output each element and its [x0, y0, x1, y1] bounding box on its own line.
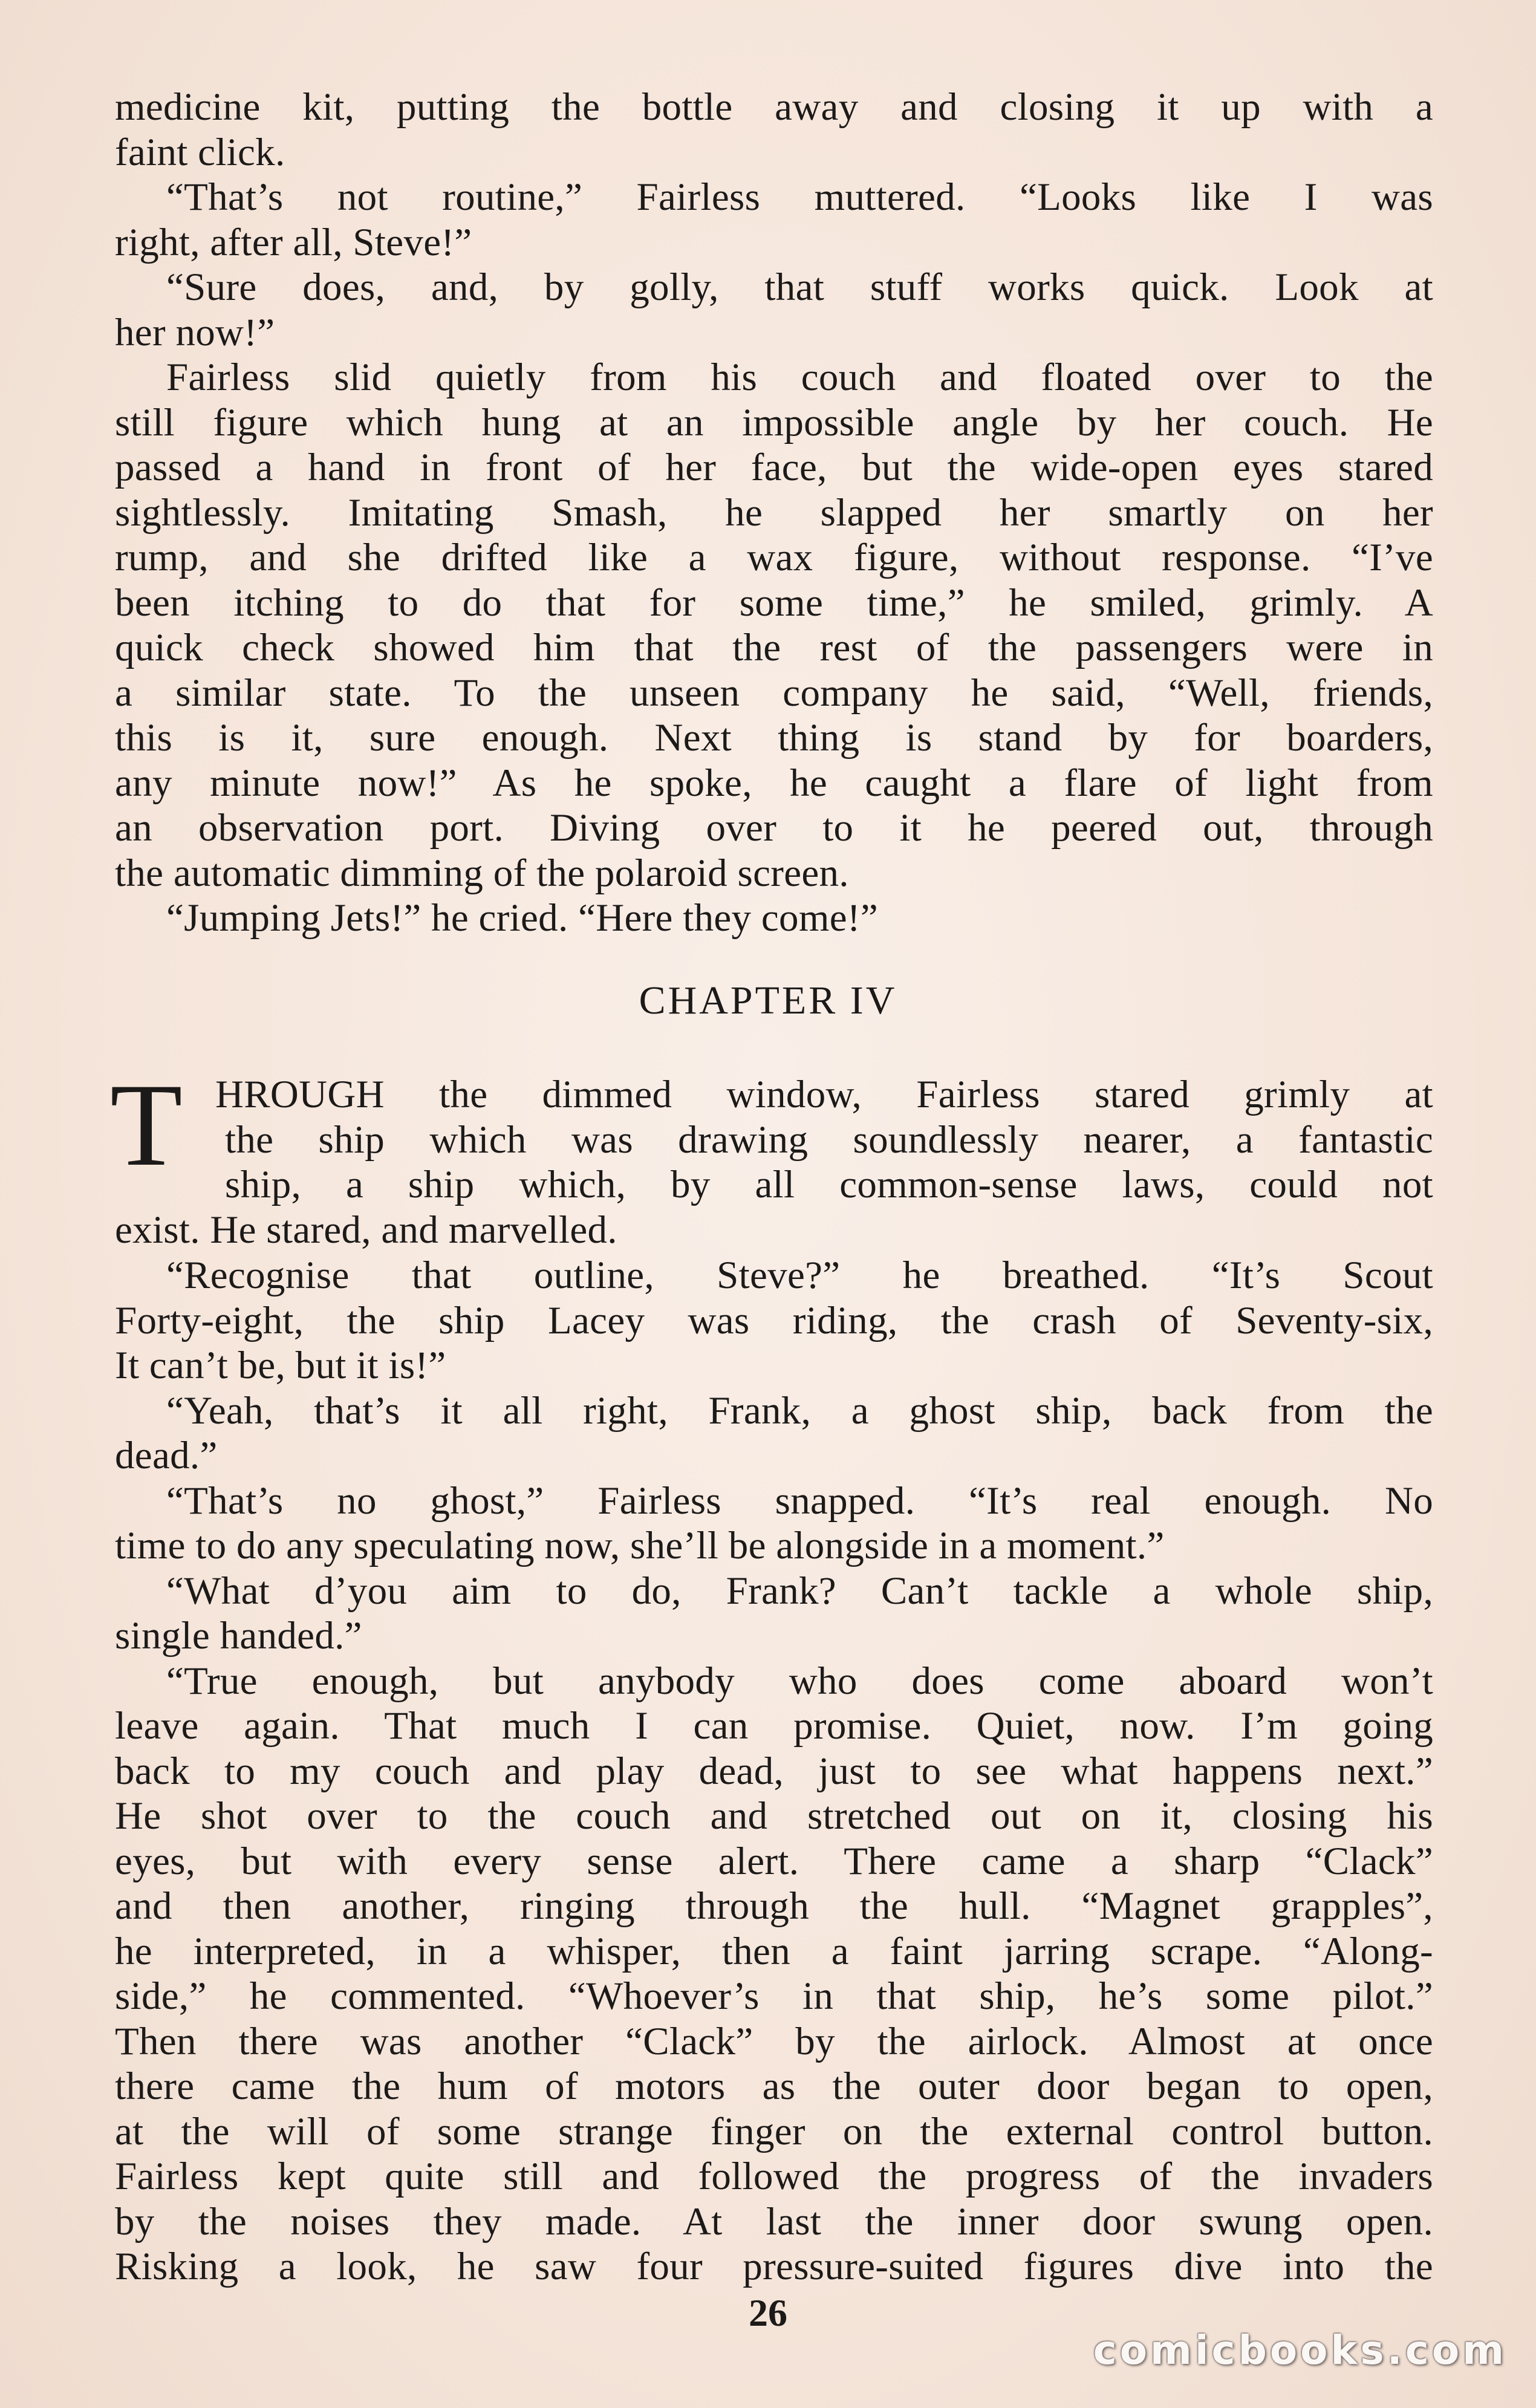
text-line: the automatic dimming of the polaroid screen. — [115, 851, 849, 895]
chapter-heading: CHAPTER IV — [639, 978, 897, 1023]
text-line: at the will of some strange finger on the external control button. — [115, 2109, 1433, 2153]
text-line: Then there was another “Clack” by the airlock. Almost at once — [115, 2019, 1433, 2063]
text-line: sightlessly. Imitating Smash, he slapped her smartly on her — [115, 490, 1433, 535]
text-line: her now!” — [115, 310, 275, 354]
text-line: He shot over to the couch and stretched out on it, closing his — [115, 1794, 1433, 1838]
text-line: “True enough, but anybody who does come aboard won’t — [166, 1659, 1433, 1703]
text-line: It can’t be, but it is!” — [115, 1344, 446, 1387]
text-line: right, after all, Steve!” — [115, 220, 472, 264]
text-line: by the noises they made. At last the inner door swung open. — [115, 2199, 1433, 2244]
text-block-top — [115, 85, 1433, 941]
text-line: “Sure does, and, by golly, that stuff works quick. Look at — [166, 265, 1433, 309]
text-line: “Jumping Jets!” he cried. “Here they come!” — [166, 896, 878, 940]
text-line: HROUGH the dimmed window, Fairless stared grimly at — [215, 1073, 1433, 1116]
text-line: Fairless slid quietly from his couch and floated over to the — [166, 356, 1433, 399]
text-line: the ship which was drawing soundlessly nearer, a fantastic — [225, 1118, 1433, 1162]
text-line: been itching to do that for some time,” he smiled, grimly. A — [115, 581, 1433, 625]
text-line: rump, and she drifted like a wax figure, without response. “I’ve — [115, 536, 1433, 579]
text-line: dead.” — [115, 1434, 218, 1477]
text-line: “Recognise that outline, Steve?” he breathed. “It’s Scout — [166, 1254, 1433, 1297]
text-line: Forty-eight, the ship Lacey was riding, the crash of Seventy-six, — [115, 1298, 1433, 1342]
text-line: a similar state. To the unseen company he said, “Well, friends, — [115, 671, 1433, 715]
text-line: and then another, ringing through the hull. “Magnet grapples”, — [115, 1884, 1433, 1928]
text-line: side,” he commented. “Whoever’s in that ship, he’s some pilot.” — [115, 1974, 1433, 2018]
text-line: “That’s no ghost,” Fairless snapped. “It’s real enough. No — [166, 1479, 1433, 1523]
text-block-bottom — [115, 1253, 1433, 2289]
text-line: any minute now!” As he spoke, he caught a flare of light from — [115, 761, 1433, 805]
text-line: eyes, but with every sense alert. There came a sharp “Clack” — [115, 1839, 1433, 1883]
drop-cap: T — [110, 1059, 183, 1191]
text-line: quick check showed him that the rest of the passengers were in — [115, 626, 1433, 669]
text-line: this is it, sure enough. Next thing is stand by for boarders, — [115, 716, 1433, 760]
text-line: there came the hum of motors as the outer door began to open, — [115, 2065, 1433, 2108]
text-line: faint click. — [115, 130, 285, 174]
text-line: ship, a ship which, by all common-sense laws, could not — [225, 1163, 1433, 1206]
page-number: 26 — [749, 2291, 787, 2334]
text-line: “What d’you aim to do, Frank? Can’t tackle a whole ship, — [166, 1569, 1433, 1613]
text-line: exist. He stared, and marvelled. — [115, 1208, 617, 1252]
text-line: “That’s not routine,” Fairless muttered. “Looks like I was — [166, 175, 1433, 219]
text-line: still figure which hung at an impossible angle by her couch. He — [115, 400, 1433, 444]
text-line: Risking a look, he saw four pressure-suited figures dive into the — [115, 2245, 1433, 2288]
text-line: leave again. That much I can promise. Quiet, now. I’m going — [115, 1704, 1433, 1748]
text-line: back to my couch and play dead, just to see what happens next.” — [115, 1749, 1433, 1793]
text-line: time to do any speculating now, she’ll be alongside in a moment.” — [115, 1524, 1165, 1567]
text-line: medicine kit, putting the bottle away and closing it up with a — [115, 85, 1433, 129]
text-line: “Yeah, that’s it all right, Frank, a ghost ship, back from the — [166, 1388, 1433, 1433]
text-line: Fairless kept quite still and followed the progress of the invaders — [115, 2155, 1433, 2198]
watermark: comicbooks.com — [1093, 2327, 1507, 2374]
text-line: an observation port. Diving over to it he peered out, through — [115, 806, 1433, 850]
text-line: single handed.” — [115, 1614, 362, 1658]
text-block-chapter-opening — [110, 1059, 1433, 1252]
text-line: passed a hand in front of her face, but the wide-open eyes stared — [115, 446, 1433, 489]
text-line: he interpreted, in a whisper, then a faint jarring scrape. “Along- — [115, 1929, 1433, 1973]
